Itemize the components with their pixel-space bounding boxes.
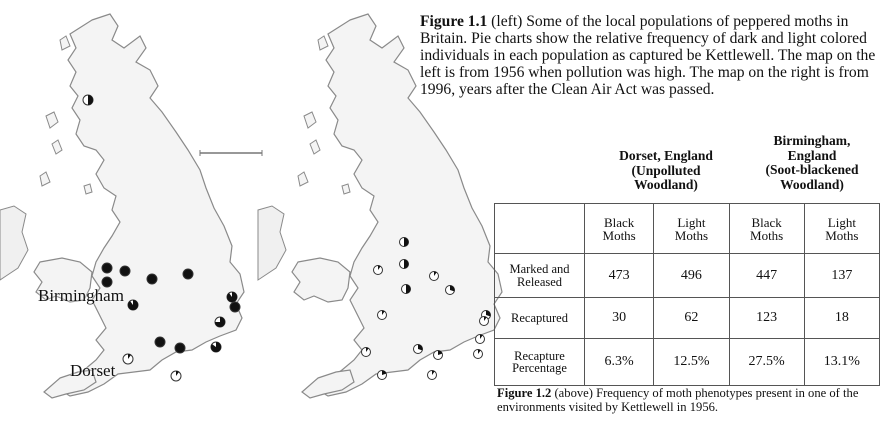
heading-line: (Unpolluted <box>631 162 701 178</box>
table-cell: 473 <box>585 254 654 298</box>
empty-corner-cell <box>495 204 585 254</box>
subheader-cell: Light Moths <box>804 204 879 254</box>
scale-bar <box>200 150 262 156</box>
row-label: Recapture Percentage <box>495 339 585 386</box>
table-column-headers <box>497 134 881 202</box>
table-cell: 123 <box>729 298 804 339</box>
heading-line: Woodland) <box>780 176 844 192</box>
pie-marker <box>102 263 112 273</box>
heading-line: Woodland) <box>634 177 698 192</box>
pie-dark-slice <box>128 300 138 310</box>
pie-marker <box>120 266 130 276</box>
pie-marker <box>183 269 193 279</box>
table-row <box>495 298 880 339</box>
heading-line: Birmingham, <box>773 133 851 148</box>
map-1956 <box>0 14 262 398</box>
table-row <box>495 339 880 386</box>
subheader-cell: Light Moths <box>654 204 729 254</box>
birmingham-label: Birmingham <box>38 286 124 305</box>
figure-1-2-label: Figure 1.2 <box>497 386 552 400</box>
figure-1-2-caption <box>497 386 879 414</box>
table-cell: 12.5% <box>654 339 729 386</box>
table-cell: 27.5% <box>729 339 804 386</box>
table-cell: 137 <box>804 254 879 298</box>
pie-marker <box>147 274 157 284</box>
subheader-cell: Black Moths <box>729 204 804 254</box>
pie-marker <box>175 343 185 353</box>
table-cell: 447 <box>729 254 804 298</box>
heading-line: (Soot-blackened <box>765 162 859 177</box>
table-cell: 18 <box>804 298 879 339</box>
row-label: Marked and Released <box>495 254 585 298</box>
pie-marker <box>155 337 165 347</box>
pie-marker <box>230 302 240 312</box>
dorset-label: Dorset <box>70 361 116 380</box>
heading-line: Dorset, England <box>619 148 713 163</box>
table-cell: 6.3% <box>585 339 654 386</box>
moth-recapture-table <box>494 203 880 386</box>
figure-1-2-text: (above) Frequency of moth phenotypes present in one of the environments visited by Kettlewell in 1956. <box>497 386 859 414</box>
heading-line: England <box>787 147 837 163</box>
figure-1-1-label: Figure 1.1 <box>420 13 488 30</box>
dorset-column-heading <box>590 149 742 193</box>
table-cell: 30 <box>585 298 654 339</box>
table-subheader-row <box>495 204 880 254</box>
pie-dark-slice <box>227 292 237 302</box>
table-cell: 13.1% <box>804 339 879 386</box>
figure-1-1-caption <box>420 13 882 98</box>
birmingham-column-heading <box>742 134 882 192</box>
table-cell: 62 <box>654 298 729 339</box>
table-cell: 496 <box>654 254 729 298</box>
row-label: Recaptured <box>495 298 585 339</box>
table-row <box>495 254 880 298</box>
figure-1-1-text: (left) Some of the local populations of peppered moths in Britain. Pie charts show the relative frequency of dark and light colored individuals in each population as captured be Kettlewell. The map on the left is from 1956 when pollution was high. The map on the right is from 1996, years after the Clean Air Act was passed. <box>420 13 876 98</box>
subheader-cell: Black Moths <box>585 204 654 254</box>
